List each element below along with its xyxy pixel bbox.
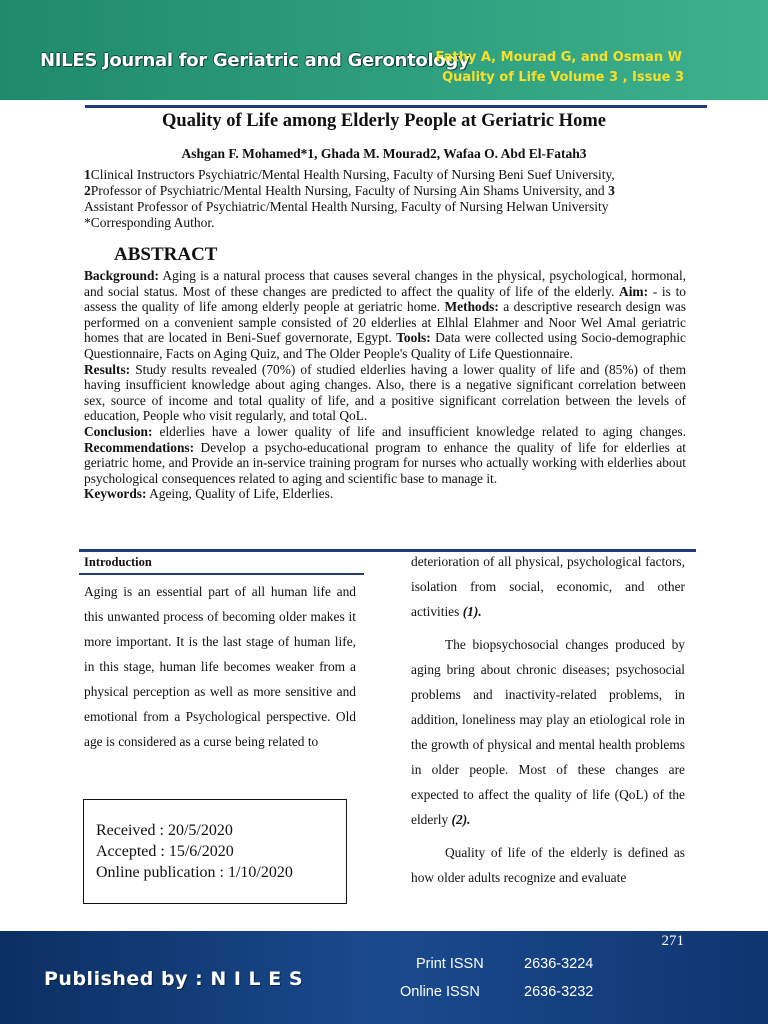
intro-paragraph-3-text: The biopsychosocial changes produced by aging bring about chronic diseases; psychosocial problems and inactivity-related problems, in addition, loneliness may play an etiological role in the growth of physical and mental health problems in older people. Most of these changes are expected to affect the quality of life (QoL) of the elderly xyxy=(411,637,685,827)
published-by: Published by : N I L E S xyxy=(44,968,304,990)
journal-header-banner xyxy=(0,0,768,100)
background-label: Background: xyxy=(84,268,159,283)
keywords-label: Keywords: xyxy=(84,486,147,502)
received-date: Received : 20/5/2020 xyxy=(96,822,233,839)
recommendations-text: Develop a psycho-educational program to enhance the quality of life for elderlies at geriatric home, and Provide an in-service training program for nurses who actually working with elderlies about psychological consequences related to aging and scientific base to manage it. xyxy=(84,439,686,486)
keywords-text: Ageing, Quality of Life, Elderlies. xyxy=(149,486,334,502)
left-column xyxy=(84,579,356,762)
header-authors: Fathy A, Mourad G, and Osman W xyxy=(435,50,682,65)
abstract-heading: ABSTRACT xyxy=(114,244,218,265)
results-label: Results: xyxy=(84,361,131,377)
affil-num-1: 1 xyxy=(84,167,91,182)
affil-2: Professor of Psychiatric/Mental Health Nursing, Faculty of Nursing Ain Shams University, and xyxy=(90,183,605,198)
online-issn-label: Online ISSN xyxy=(400,984,480,1000)
aim-label: Aim: xyxy=(619,283,649,299)
affiliations xyxy=(84,167,694,231)
intro-paragraph-2-text: deterioration of all physical, psychological factors, isolation from social, economic, and other activities xyxy=(411,554,685,619)
affil-num-3: 3 xyxy=(608,183,615,198)
intro-paragraph-1: Aging is an essential part of all human life and this unwanted process of becoming older makes it more important. It is the last stage of human life, in this stage, human life becomes weaker from a physical perception as well as more sensitive and emotional from a Psychological perspective. Old age is considered as a curse being related to xyxy=(84,584,356,749)
article-byline: Ashgan F. Mohamed*1, Ghada M. Mourad2, Wafaa O. Abd El-Fatah3 xyxy=(181,146,587,161)
affil-num-2: 2 xyxy=(84,183,91,198)
online-issn-value: 2636-3232 xyxy=(524,984,594,1000)
intro-paragraph-3 xyxy=(411,632,685,832)
methods-label: Methods: xyxy=(444,299,499,315)
journal-title: NILES Journal for Geriatric and Gerontology xyxy=(40,50,470,71)
abstract-body xyxy=(84,268,686,502)
conclusion-label: Conclusion: xyxy=(84,423,153,439)
methods-text: a descriptive research design was performed on a convenient sample consisted of 20 elderlies at Elhlal Elahmer and Noor Wel Amal geriatric homes that are located in Beni-Suef governorate, Egypt. xyxy=(84,299,686,346)
article-title: Quality of Life among Elderly People at Geriatric Home xyxy=(162,111,606,131)
accepted-date: Accepted : 15/6/2020 xyxy=(96,843,234,860)
tools-label: Tools: xyxy=(396,330,431,346)
background-text: Aging is a natural process that causes several changes in the physical, psychological, hormonal, and social status. Most of these changes are predicted to affect the quality of life of the elderly. xyxy=(84,268,687,299)
results-text: Study results revealed (70%) of studied elderlies having a lower quality of life and (85%) of them having insufficient knowledge about aging changes. Also, there is a negative significant correlation between sex, source of income and total quality of life, and a positive significant correlation between the levels of education, People who visit regularly, and total QoL. xyxy=(84,361,686,424)
introduction-heading: Introduction xyxy=(84,555,152,569)
publication-dates-box xyxy=(83,799,347,904)
conclusion-text: elderlies have a lower quality of life and insufficient knowledge related to aging changes. xyxy=(159,423,686,439)
right-column xyxy=(411,549,685,898)
citation-2: (2). xyxy=(451,812,471,827)
intro-paragraph-4: Quality of life of the elderly is defined as how older adults recognize and evaluate xyxy=(411,845,685,885)
tools-text: Data were collected using Socio-demographic Questionnaire, Facts on Aging Quiz, and The Older People's Quality of Life Questionnaire. xyxy=(84,330,686,361)
citation-1: (1). xyxy=(462,604,482,619)
intro-paragraph-2 xyxy=(411,549,685,624)
header-issue: Quality of Life Volume 3 , Issue 3 xyxy=(442,70,684,85)
print-issn-value: 2636-3224 xyxy=(524,956,594,972)
recommendations-label: Recommendations: xyxy=(84,439,195,455)
print-issn-label: Print ISSN xyxy=(416,956,484,972)
introduction-divider xyxy=(79,573,364,575)
affil-3: Assistant Professor of Psychiatric/Mental Health Nursing, Faculty of Nursing Helwan University xyxy=(84,199,609,214)
top-divider xyxy=(85,105,707,108)
aim-text: - is to assess the quality of life among elderly people at geriatric home. xyxy=(84,283,686,315)
page-number: 271 xyxy=(661,933,684,949)
corresponding-author: *Corresponding Author. xyxy=(84,215,215,230)
online-publication-date: Online publication : 1/10/2020 xyxy=(96,864,293,881)
affil-1: Clinical Instructors Psychiatric/Mental Health Nursing, Faculty of Nursing Beni Suef University, xyxy=(90,167,615,182)
